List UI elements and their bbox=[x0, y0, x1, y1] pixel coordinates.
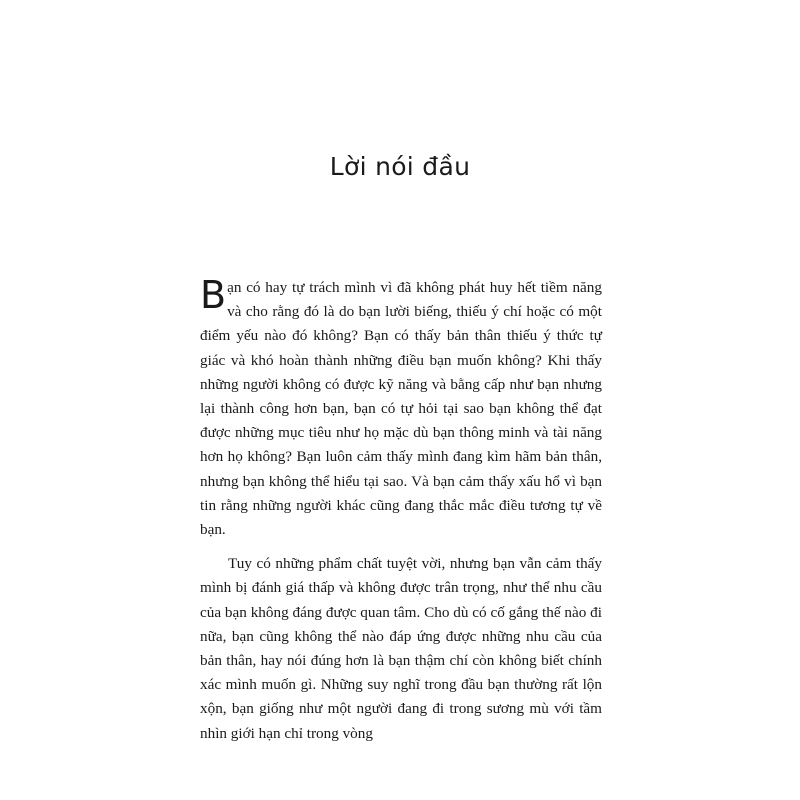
chapter-heading: Lời nói đầu bbox=[329, 152, 471, 181]
paragraph-2: Tuy có những phẩm chất tuyệt vời, nhưng bạn vẫn cảm thấy mình bị đánh giá thấp và không được trân trọng, như thể nhu cầu của bạn không đáng được quan tâm. Cho dù có cố gắng thế nào đi nữa, bạn cũng không thể nào đáp ứng được những nhu cầu của bản thân, hay nói đúng hơn là bạn thậm chí còn không biết chính xác mình muốn gì. Những suy nghĩ trong đầu bạn thường rất lộn xộn, bạn giống như một người đang đi trong sương mù với tầm nhìn giới hạn chỉ trong vòng bbox=[200, 555, 602, 742]
paragraph-1-text: ạn có hay tự trách mình vì đã không phát huy hết tiềm năng và cho rằng đó là do bạn lười biếng, thiếu ý chí hoặc có một điểm yếu nào đó không? Bạn có thấy bản thân thiếu ý thức tự giác và khó hoàn thành những điều bạn muốn không? Khi thấy những người không có được kỹ năng và bằng cấp như bạn nhưng lại thành công hơn bạn, bạn có tự hỏi tại sao bạn không thể đạt được những mục tiêu như họ mặc dù bạn thông minh và tài năng hơn họ không? Bạn luôn cảm thấy mình đang kìm hãm bản thân, nhưng bạn không thể hiểu tại sao. Và bạn cảm thấy xấu hổ vì bạn tin rằng những người khác cũng đang thắc mắc điều tương tự về bạn. bbox=[200, 279, 602, 539]
paragraph-1 bbox=[200, 273, 602, 542]
drop-cap: B bbox=[200, 273, 227, 317]
body-text bbox=[200, 273, 602, 746]
